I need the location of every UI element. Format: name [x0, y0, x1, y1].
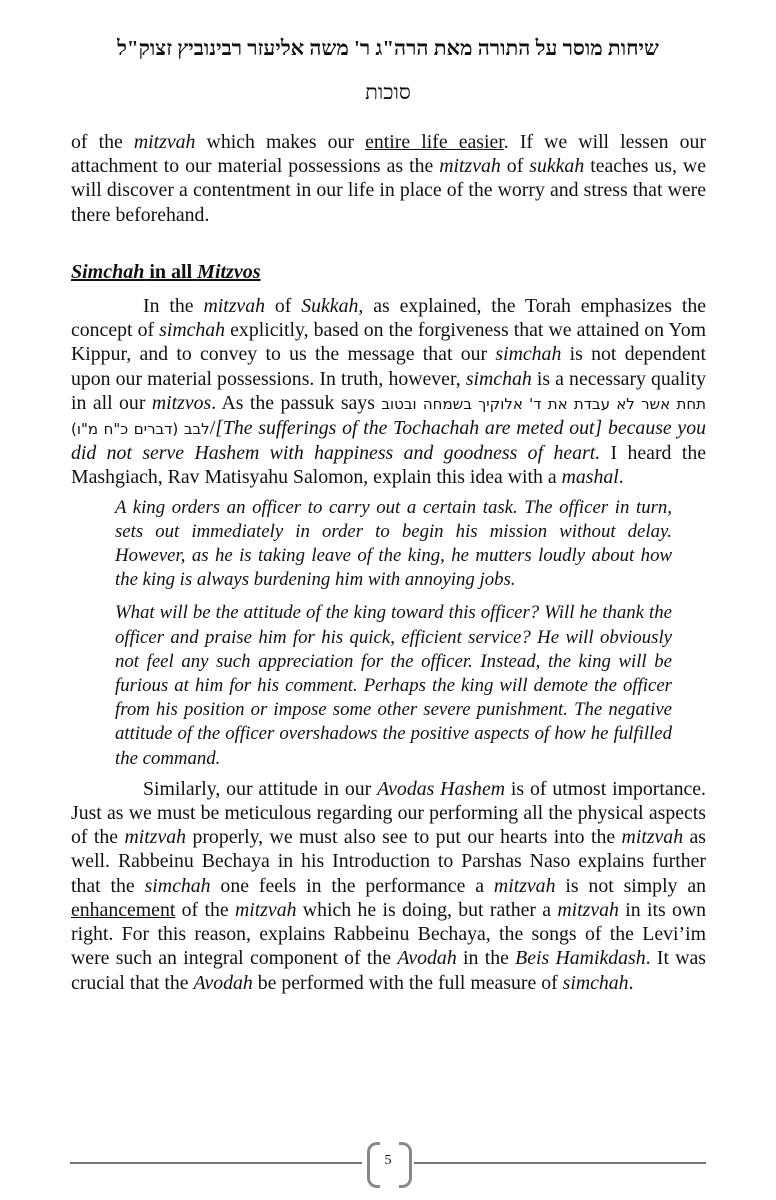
mashal-quote-2: What will be the attitude of the king toward this officer? Will he thank the officer and praise him for his quick, efficient service? He will obviously not feel any such appreciation for the officer. Instead, the king will be furious at him for his comment. Perhaps the king will demote the officer from his position or impose some other severe punishment. The negative attitude of the officer overshadows the positive aspects of how he fulfilled the command. — [115, 602, 672, 769]
mashal-quote-1: A king orders an officer to carry out a certain task. The officer in turn, sets out immediately in order to begin his mission without delay. However, as he is taking leave of the king, he mutters loudly about how the king is always burdening him with annoying jobs. — [115, 496, 672, 591]
page-header-subtitle: סוכות — [365, 80, 411, 104]
paragraph-3: Similarly, our attitude in our Avodas Hashem is of utmost importance. Just as we must be meticulous regarding our performing all the physical aspects of the mitzvah properly, we must also see to put our hearts into the mitzvah as well. Rabbeinu Bechaya in his Introduction to Parshas Naso explains further that the simchah one feels in the performance a mitzvah is not simply an enhancement of the mitzvah which he is doing, but rather a mitzvah in its own right. For this reason, explains Rabbeinu Bechaya, the songs of the Levi’im were such an integral component of the Avodah in the Beis Hamikdash. It was crucial that the Avodah be performed with the full measure of simchah. — [71, 777, 707, 994]
paragraph-2: In the mitzvah of Sukkah, as explained, the Torah emphasizes the concept of simchah explicitly, based on the forgiveness that we attained on Yom Kippur, and to convey to us the message that our simchah is not dependent upon our material possessions. In truth, however, simchah is a necessary quality in all our mitzvos. As the passuk says תחת אשר לא עבדת את ד' אלוקיך בשמחה ובטוב לבב (דברים כ"ח מ"ו)/[The sufferings of the Tochachah are meted out] because you did not serve Hashem with happiness and goodness of heart. I heard the Mashgiach, Rav Matisyahu Salomon, explain this idea with a mashal. — [71, 295, 706, 489]
section-heading: Simchah in all Mitzvos — [71, 260, 261, 283]
footer-rule-left — [70, 1162, 362, 1164]
page-number: 5 — [384, 1153, 392, 1168]
hebrew-verse: תחת אשר לא עבדת את ד' אלוקיך בשמחה ובטוב לבב (דברים כ"ח מ"ו) — [71, 394, 706, 439]
page-header-title: שיחות מוסר על התורה מאת הרה"ג ר' משה אליעזר רבינוביץ זצוק"ל — [117, 36, 659, 60]
body-text — [71, 130, 706, 995]
footer-rule-right — [414, 1162, 706, 1164]
paragraph-1: of the mitzvah which makes our entire life easier. If we will lessen our attachment to our material possessions as the mitzvah of sukkah teaches us, we will discover a contentment in our life in place of the worry and stress that were there beforehand. — [71, 131, 707, 226]
